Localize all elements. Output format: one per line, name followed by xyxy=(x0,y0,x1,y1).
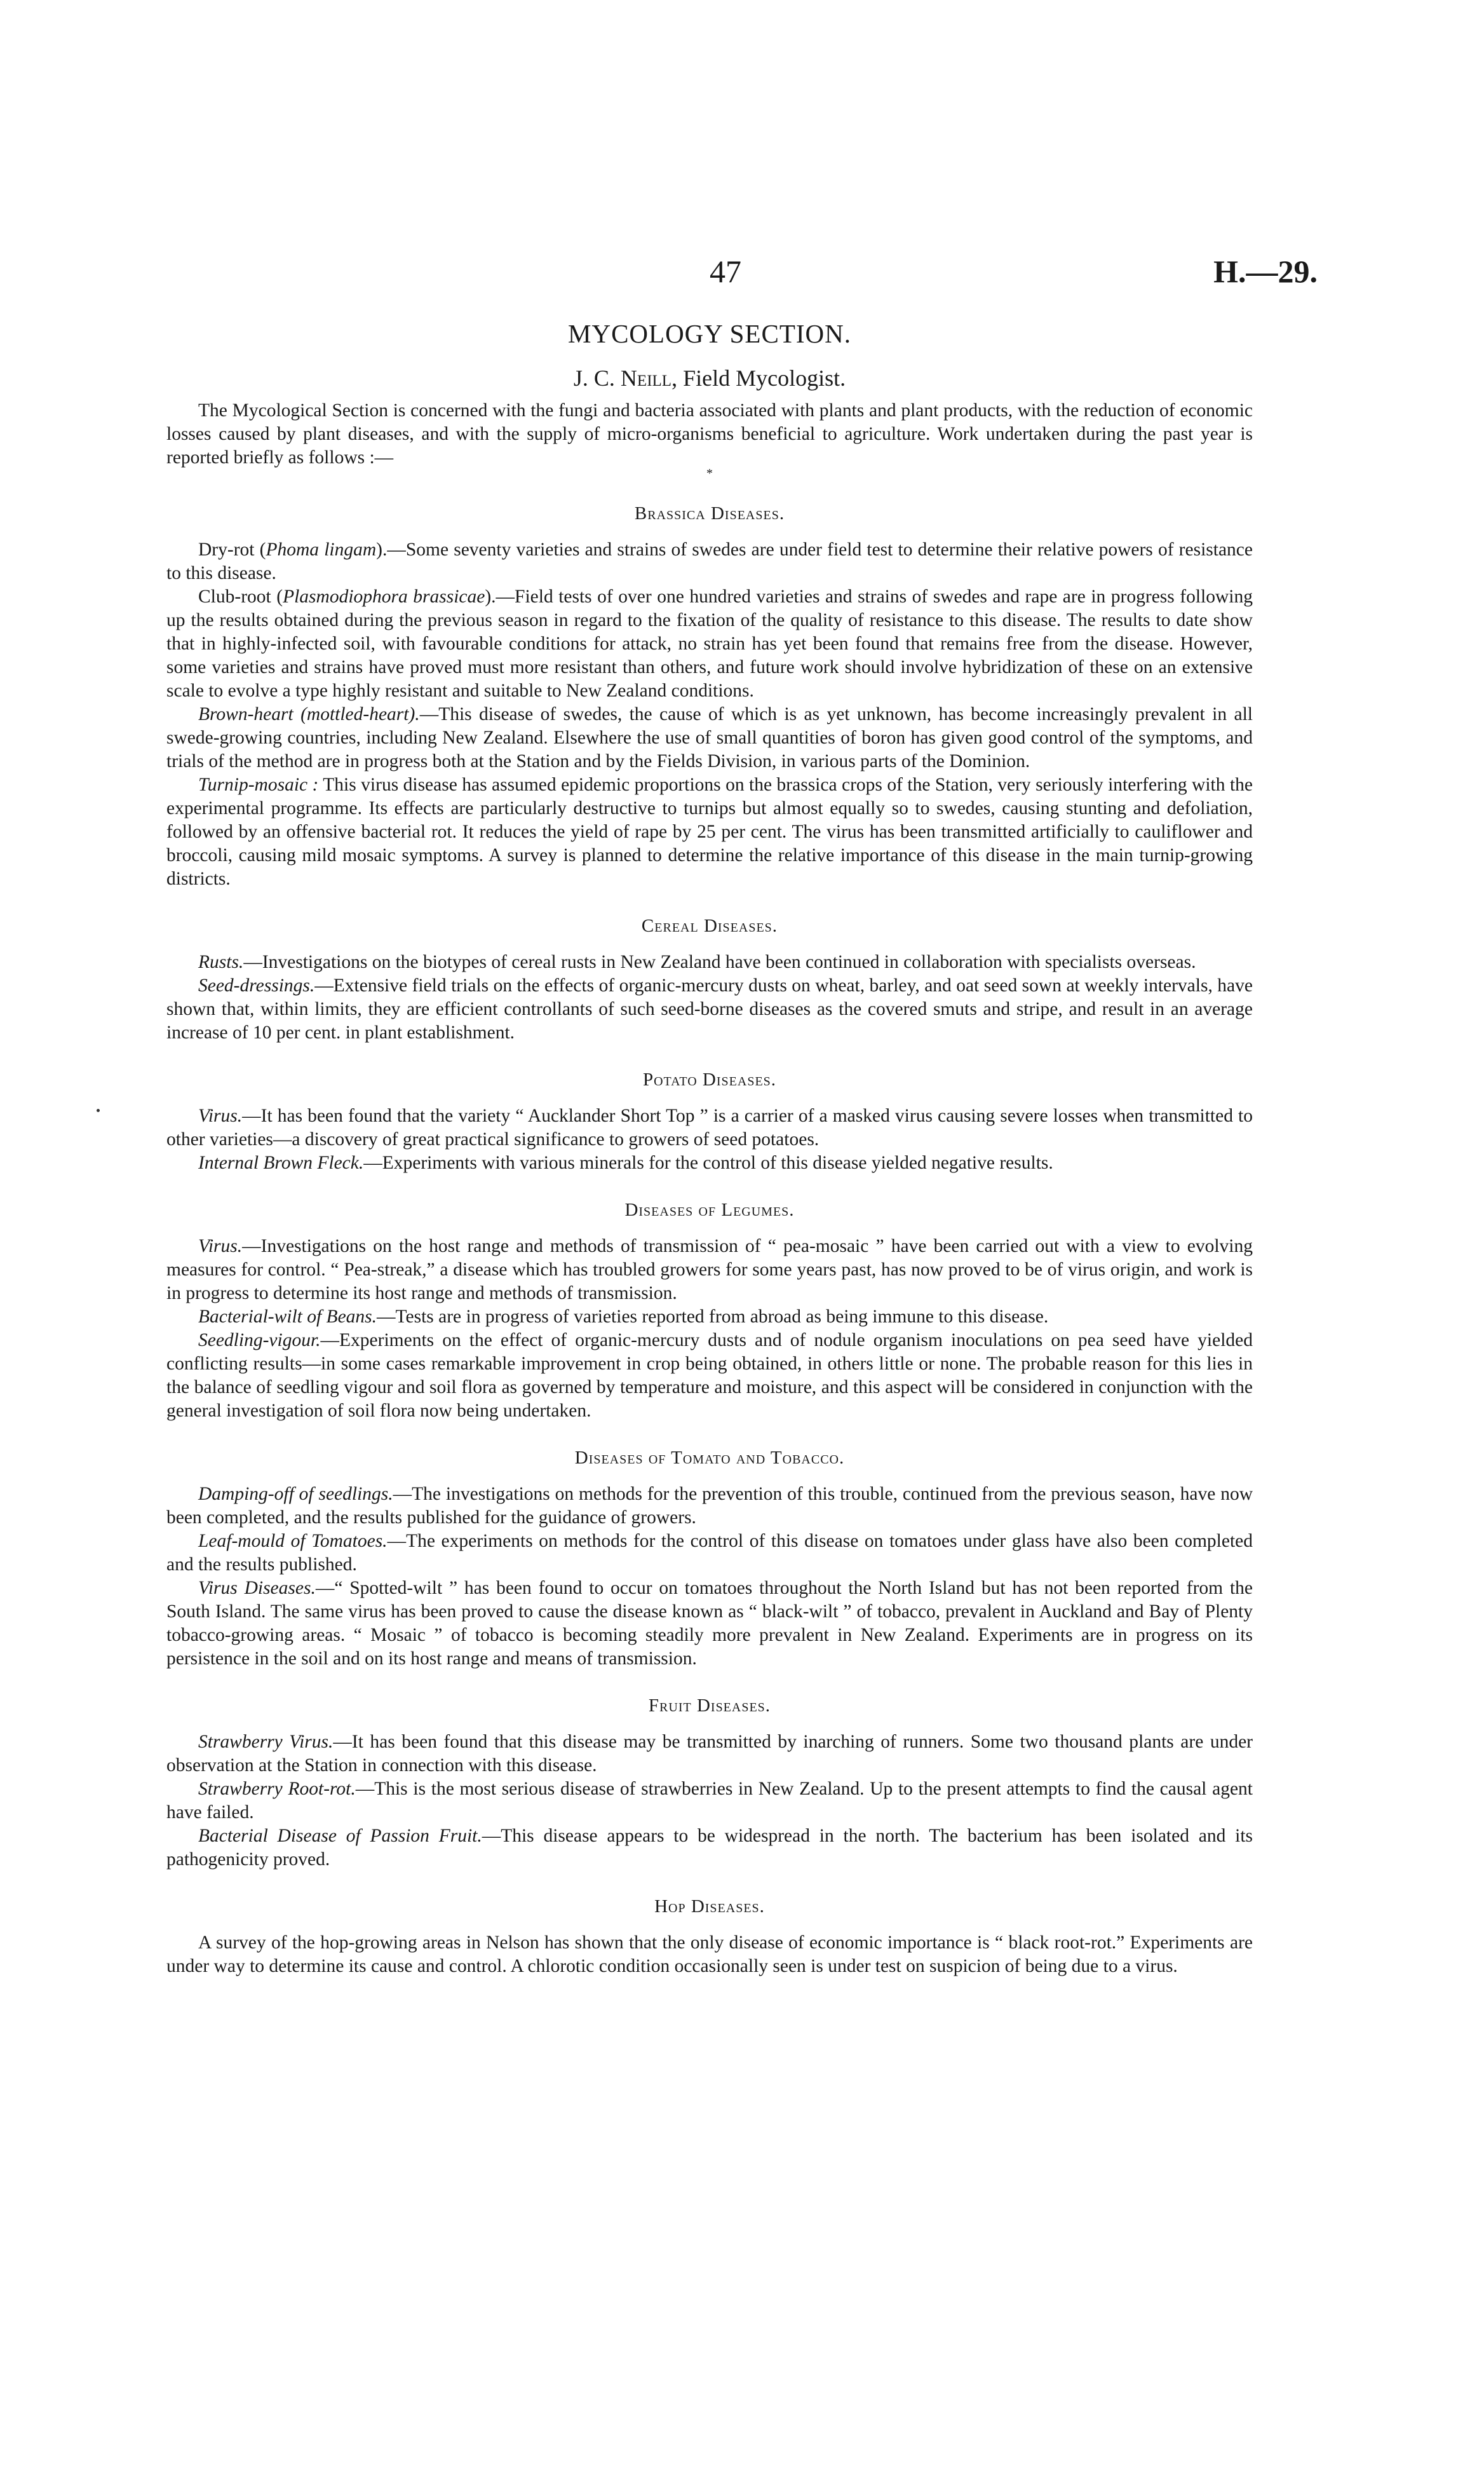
paragraph-rusts: Rusts.—Investigations on the biotypes of cereal rusts in New Zealand have been continued in collaboration with specialists overseas. xyxy=(198,952,1196,972)
star-mark: * xyxy=(706,466,713,480)
heading-hop: Hop Diseases. xyxy=(654,1896,765,1917)
paragraph-legume-virus: Virus.—Investigations on the host range and methods of transmission of “ pea-mosaic ” have been carried out with a view to evolving measures for control. “ Pea-streak,” a disease which has troubled growers for some years past, has now proved to be of virus origin, and work is in progress to determine its host range and methods of transmission. xyxy=(166,1236,1253,1303)
document-code: H.—29. xyxy=(1213,254,1318,289)
paragraph-potato-virus: Virus.—It has been found that the variety “ Aucklander Short Top ” is a carrier of a masked virus causing severe losses when transmitted to other varieties—a discovery of great practical significance to growers of seed potatoes. xyxy=(166,1106,1253,1150)
paragraph-brown-heart: Brown-heart (mottled-heart).—This disease of swedes, the cause of which is as yet unknown, has become increasingly prevalent in all swede-growing countries, including New Zealand. Elsewhere the use of small quantities of boron has given good control of the symptoms, and trials of the method are in progress both at the Station and by the Fields Division, in various parts of the Dominion. xyxy=(166,704,1253,771)
author-role: Field Mycologist. xyxy=(683,365,846,391)
paragraph-passion-fruit: Bacterial Disease of Passion Fruit.—This disease appears to be widespread in the north. The bacterium has been isolated and its pathogenicity proved. xyxy=(166,1826,1253,1870)
margin-dot xyxy=(97,1109,100,1112)
intro-paragraph: The Mycological Section is concerned with the fungi and bacteria associated with plants and plant products, with the reduction of economic losses caused by plant diseases, and with the supply of micro-organisms beneficial to agriculture. Work undertaken during the past year is reported briefly as follows :— xyxy=(166,400,1253,468)
paragraph-bacterial-wilt: Bacterial-wilt of Beans.—Tests are in progress of varieties reported from abroad as being immune to this disease. xyxy=(198,1307,1049,1327)
paragraph-dry-rot: Dry-rot (Phoma lingam).—Some seventy varieties and strains of swedes are under field test to determine their relative powers of resistance to this disease. xyxy=(166,540,1253,583)
paragraph-club-root: Club-root (Plasmodiophora brassicae).—Field tests of over one hundred varieties and strains of swedes and rape are in progress following up the results obtained during the previous season in regard to the fixation of the quality of resistance to this disease. The results to date show that in highly-infected soil, with favourable conditions for attack, no strain has yet been found that remains free from the disease. However, some varieties and strains have proved must more resistant than others, and future work should involve hybridization of these on an extensive scale to evolve a type highly resistant and suitable to New Zealand conditions. xyxy=(166,587,1253,701)
section-title: MYCOLOGY SECTION. xyxy=(568,319,851,348)
paragraph-leaf-mould: Leaf-mould of Tomatoes.—The experiments on methods for the control of this disease on tomatoes under glass have also been completed and the results published. xyxy=(166,1531,1253,1575)
paragraph-strawberry-virus: Strawberry Virus.—It has been found that this disease may be transmitted by inarching of runners. Some two thousand plants are under observation at the Station in connection with this disease. xyxy=(166,1732,1253,1776)
paragraph-seedling-vigour: Seedling-vigour.—Experiments on the effect of organic-mercury dusts and of nodule organism inoculations on pea seed have yielded conflicting results—in some cases remarkable improvement in crop being obtained, in others little or none. The probable reason for this lies in the balance of seedling vigour and soil flora as governed by temperature and moisture, and this aspect will be considered in conjunction with the general investigation of soil flora now being undertaken. xyxy=(166,1330,1253,1421)
paragraph-seed-dressings: Seed-dressings.—Extensive field trials on the effects of organic-mercury dusts on wheat, barley, and oat seed sown at weekly intervals, have shown that, within limits, they are efficient controllants of such seed-borne diseases as the covered smuts and stripe, and result in an average increase of 10 per cent. in plant establishment. xyxy=(166,975,1253,1043)
paragraph-virus-diseases: Virus Diseases.—“ Spotted-wilt ” has been found to occur on tomatoes throughout the North Island but has not been reported from the South Island. The same virus has been proved to cause the disease known as “ black-wilt ” of tobacco, prevalent in Auckland and Bay of Plenty tobacco-growing areas. “ Mosaic ” of tobacco is becoming steadily more prevalent in New Zealand. Experiments are in progress on its persistence in the soil and on its host range and means of transmission. xyxy=(166,1578,1253,1669)
heading-potato: Potato Diseases. xyxy=(642,1070,777,1090)
author-line xyxy=(166,363,1253,393)
heading-tomato-tobacco: Diseases of Tomato and Tobacco. xyxy=(574,1448,845,1468)
author-name: J. C. Neill, xyxy=(573,365,678,391)
paragraph-hop: A survey of the hop-growing areas in Nelson has shown that the only disease of economic importance is “ black root-rot.” Experiments are under way to determine its cause and control. A chlorotic condition occasionally seen is under test on suspicion of being due to a virus. xyxy=(166,1932,1253,1976)
paragraph-turnip-mosaic: Turnip-mosaic : This virus disease has assumed epidemic proportions on the brassica crops of the Station, very seriously interfering with the experimental programme. Its effects are particularly destructive to turnips but almost equally so to swedes, causing stunting and defoliation, followed by an offensive bacterial rot. It reduces the yield of rape by 25 per cent. The virus has been transmitted artificially to cauliflower and broccoli, causing mild mosaic symptoms. A survey is planned to determine the relative importance of this disease in the main turnip-growing districts. xyxy=(166,775,1253,889)
heading-fruit: Fruit Diseases. xyxy=(648,1695,771,1716)
paragraph-strawberry-root-rot: Strawberry Root-rot.—This is the most serious disease of strawberries in New Zealand. Up to the present attempts to find the causal agent have failed. xyxy=(166,1779,1253,1823)
heading-cereal: Cereal Diseases. xyxy=(641,916,778,936)
page-header xyxy=(166,253,1318,291)
page-body xyxy=(166,318,1253,1978)
page-number: 47 xyxy=(710,254,741,289)
paragraph-damping-off: Damping-off of seedlings.—The investigations on methods for the prevention of this trouble, continued from the previous season, have now been completed, and the results published for the guidance of growers. xyxy=(166,1484,1253,1528)
paragraph-internal-brown-fleck: Internal Brown Fleck.—Experiments with various minerals for the control of this disease yielded negative results. xyxy=(198,1153,1053,1173)
heading-brassica: Brassica Diseases. xyxy=(634,503,785,524)
heading-legumes: Diseases of Legumes. xyxy=(624,1200,795,1220)
